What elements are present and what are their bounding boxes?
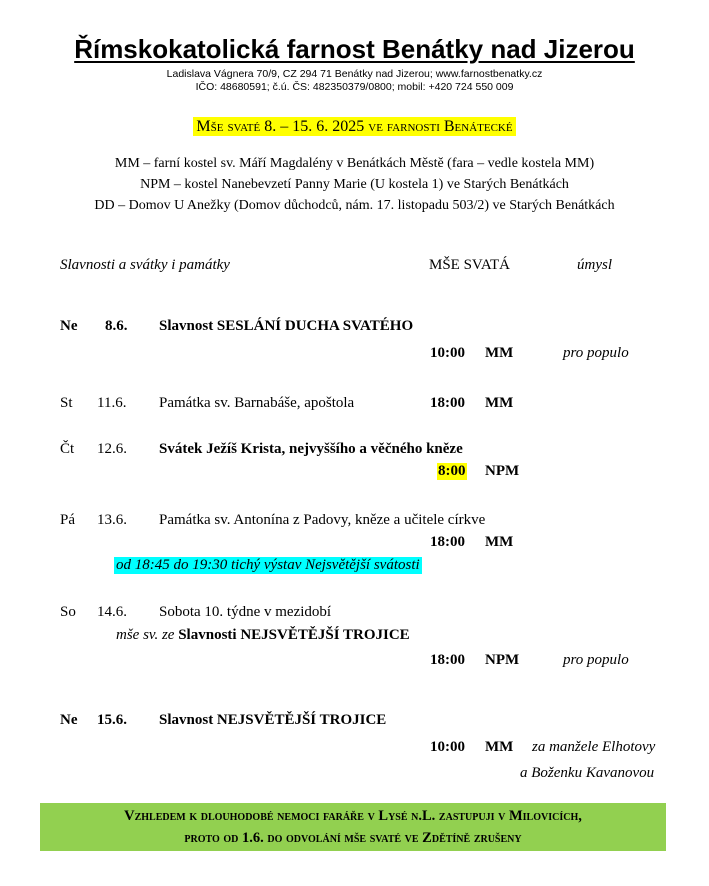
- feast-name: Památka sv. Antonína z Padovy, kněze a učitele církve: [159, 512, 486, 528]
- legend-dd: DD – Domov U Anežky (Domov důchodců, nám. 17. listopadu 503/2) ve Starých Benátkách: [94, 198, 615, 213]
- address-line: Ladislava Vágnera 70/9, CZ 294 71 Benátky nad Jizerou; www.farnostbenatky.cz: [166, 68, 543, 80]
- mass-intention: pro populo: [563, 345, 629, 361]
- feast-name: Slavnost NEJSVĚTĚJŠÍ TROJICE: [159, 712, 387, 728]
- celebration-prefix: mše sv. ze: [116, 627, 175, 643]
- celebration-name: Slavnosti NEJSVĚTĚJŠÍ TROJICE: [178, 627, 410, 643]
- feast-name: Slavnost SESLÁNÍ DUCHA SVATÉHO: [159, 318, 414, 334]
- parish-title: Římskokatolická farnost Benátky nad Jizerou: [74, 34, 635, 64]
- day-date: 12.6.: [97, 441, 127, 457]
- mass-time: 18:00: [430, 395, 465, 411]
- column-feast-header: Slavnosti a svátky i památky: [60, 257, 230, 273]
- notice-line-1: Vzhledem k dlouhodobé nemoci faráře v Lysé n.L. zastupuji v Milovicích,: [124, 808, 582, 824]
- mass-place: NPM: [485, 652, 520, 668]
- mass-schedule-headline: [0, 118, 709, 136]
- mass-intention: pro populo: [563, 652, 629, 668]
- day-name: Ne: [60, 318, 78, 334]
- mass-intention-continued: a Boženku Kavanovou: [520, 765, 655, 781]
- day-name: Čt: [60, 441, 75, 457]
- contact-line: IČO: 48680591; č.ú. ČS: 482350379/0800; mobil: +420 724 550 009: [195, 81, 514, 93]
- mass-time: 8:00: [438, 463, 466, 479]
- day-date: 11.6.: [97, 395, 127, 411]
- mass-intention: za manžele Elhotovy: [532, 739, 656, 755]
- mass-place: MM: [485, 345, 514, 361]
- day-name: Ne: [60, 712, 78, 728]
- mass-place: NPM: [485, 463, 520, 479]
- feast-name: Sobota 10. týdne v mezidobí: [159, 604, 332, 620]
- mass-celebration-note: [116, 627, 410, 644]
- day-date: 13.6.: [97, 512, 127, 528]
- feast-name: Svátek Ježíš Krista, nejvyššího a věčného kněze: [159, 441, 463, 457]
- legend-npm: NPM – kostel Nanebevzetí Panny Marie (U kostela 1) ve Starých Benátkách: [140, 177, 569, 192]
- notice-line-2: proto od 1.6. do odvolání mše svaté ve Zdětíně zrušeny: [184, 830, 522, 846]
- column-intention-header: úmysl: [577, 257, 612, 273]
- legend-mm: MM – farní kostel sv. Máří Magdalény v Benátkách Městě (fara – vedle kostela MM): [114, 156, 595, 171]
- day-date: 8.6.: [105, 318, 128, 334]
- day-name: Pá: [60, 512, 75, 528]
- day-name: So: [60, 604, 76, 620]
- mass-place: MM: [485, 739, 514, 755]
- mass-time: 10:00: [430, 345, 465, 361]
- mass-place: MM: [485, 534, 514, 550]
- day-date: 15.6.: [97, 712, 127, 728]
- mass-place: MM: [485, 395, 514, 411]
- day-name: St: [60, 395, 73, 411]
- mass-time: 18:00: [430, 652, 465, 668]
- mass-time: 18:00: [430, 534, 465, 550]
- feast-name: Památka sv. Barnabáše, apoštola: [159, 395, 355, 411]
- mass-time: 10:00: [430, 739, 465, 755]
- adoration-note: od 18:45 do 19:30 tichý výstav Nejsvětější svátosti: [116, 557, 420, 573]
- cancellation-notice: [40, 803, 666, 851]
- day-date: 14.6.: [97, 604, 127, 620]
- column-mass-header: MŠE SVATÁ: [429, 257, 510, 273]
- headline-text: Mše svaté 8. – 15. 6. 2025 ve farnosti Benátecké: [193, 117, 515, 136]
